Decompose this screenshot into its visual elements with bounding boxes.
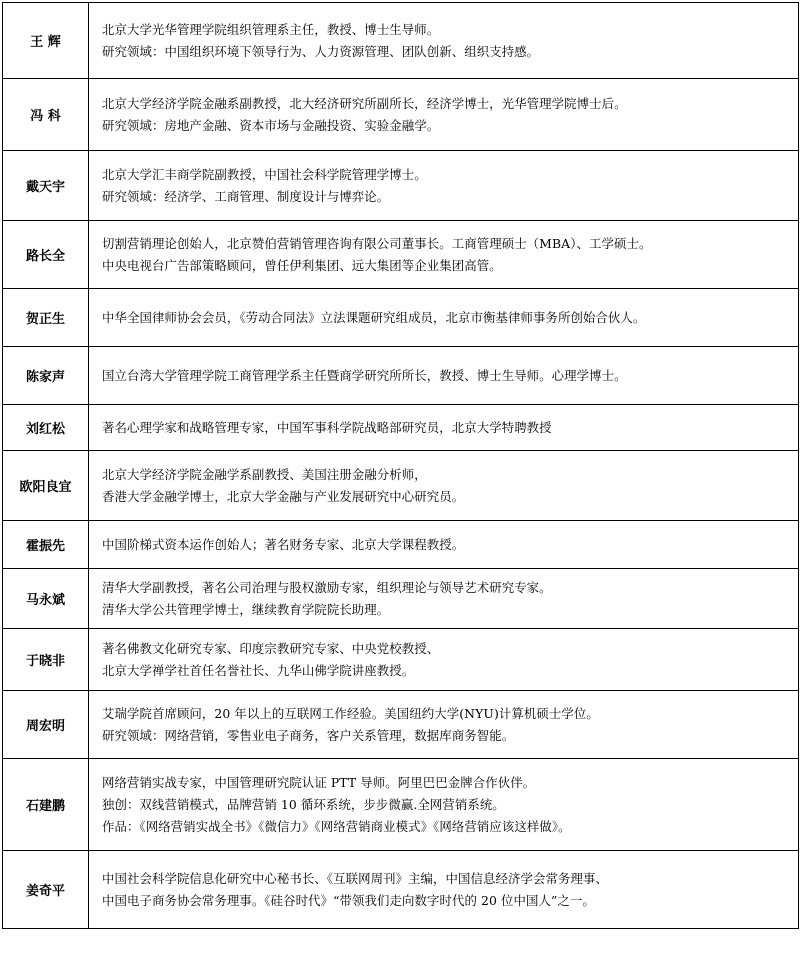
- faculty-row: [3, 347, 799, 405]
- faculty-description: [89, 3, 799, 79]
- description-line: 中国社会科学院信息化研究中心秘书长、《互联网周刊》主编，中国信息经济学会常务理事、: [102, 870, 608, 886]
- faculty-description: [89, 851, 799, 929]
- description-line: 著名心理学家和战略管理专家，中国军事科学院战略部研究员，北京大学特聘教授: [102, 419, 552, 435]
- faculty-row: [3, 289, 799, 347]
- faculty-name: 姜奇平: [3, 851, 89, 929]
- faculty-row: [3, 629, 799, 691]
- description-line: 著名佛教文化研究专家、印度宗教研究专家、中央党校教授、: [102, 640, 440, 656]
- faculty-table: [2, 2, 799, 929]
- faculty-name: 石建鹏: [3, 759, 89, 851]
- description-line: 艾瑞学院首席顾问，20 年以上的互联网工作经验。美国纽约大学(NYU)计算机硕士学位。: [102, 705, 599, 721]
- description-line: 研究领域：中国组织环境下领导行为、人力资源管理、团队创新、组织支持感。: [102, 43, 540, 59]
- faculty-description: [89, 289, 799, 347]
- description-line: 研究领域：网络营销，零售业电子商务，客户关系管理，数据库商务智能。: [102, 727, 515, 743]
- description-line: 研究领域：经济学、工商管理、制度设计与博弈论。: [102, 188, 390, 204]
- faculty-name: 欧阳良宜: [3, 451, 89, 521]
- description-line: 中华全国律师协会会员，《劳动合同法》立法课题研究组成员，北京市衡基律师事务所创始合伙人。: [102, 309, 646, 325]
- faculty-description: [89, 759, 799, 851]
- description-line: 独创：双线营销模式，品牌营销 10 循环系统，步步微赢.全网营销系统。: [102, 796, 505, 812]
- faculty-name: 霍振先: [3, 521, 89, 569]
- faculty-name: 王 辉: [3, 3, 89, 79]
- faculty-row: [3, 759, 799, 851]
- faculty-name: 于晓非: [3, 629, 89, 691]
- description-line: 北京大学经济学院金融学系副教授、美国注册金融分析师，: [102, 466, 427, 482]
- faculty-name: 冯 科: [3, 79, 89, 151]
- description-line: 香港大学金融学博士，北京大学金融与产业发展研究中心研究员。: [102, 488, 465, 504]
- faculty-name: 刘红松: [3, 405, 89, 451]
- description-line: 清华大学副教授，著名公司治理与股权激励专家，组织理论与领导艺术研究专家。: [102, 579, 552, 595]
- description-line: 清华大学公共管理学博士，继续教育学院院长助理。: [102, 601, 390, 617]
- faculty-row: [3, 3, 799, 79]
- description-line: 北京大学经济学院金融系副教授，北大经济研究所副所长，经济学博士，光华管理学院博士后。: [102, 95, 627, 111]
- faculty-description: [89, 151, 799, 221]
- description-line: 中国电子商务协会常务理事。《硅谷时代》“带领我们走向数字时代的 20 位中国人”之一。: [102, 892, 595, 908]
- faculty-description: [89, 79, 799, 151]
- description-line: 网络营销实战专家，中国管理研究院认证 PTT 导师。阿里巴巴金牌合作伙伴。: [102, 774, 536, 790]
- faculty-description: [89, 521, 799, 569]
- faculty-row: [3, 221, 799, 289]
- description-line: 切割营销理论创始人，北京赞伯营销管理咨询有限公司董事长。工商管理硕士（MBA）、工学硕士。: [102, 235, 652, 251]
- faculty-name: 路长全: [3, 221, 89, 289]
- faculty-name: 戴天宇: [3, 151, 89, 221]
- faculty-description: [89, 405, 799, 451]
- faculty-row: [3, 851, 799, 929]
- description-line: 北京大学汇丰商学院副教授，中国社会科学院管理学博士。: [102, 166, 427, 182]
- faculty-row: [3, 451, 799, 521]
- description-line: 北京大学禅学社首任名誉社长、九华山佛学院讲座教授。: [102, 662, 415, 678]
- faculty-row: [3, 405, 799, 451]
- description-line: 研究领域：房地产金融、资本市场与金融投资、实验金融学。: [102, 117, 440, 133]
- faculty-description: [89, 691, 799, 759]
- faculty-description: [89, 221, 799, 289]
- faculty-name: 贺正生: [3, 289, 89, 347]
- description-line: 作品：《网络营销实战全书》《微信力》《网络营销商业模式》《网络营销应该这样做》。: [102, 818, 571, 834]
- faculty-row: [3, 569, 799, 629]
- faculty-description: [89, 629, 799, 691]
- faculty-name: 马永斌: [3, 569, 89, 629]
- description-line: 北京大学光华管理学院组织管理系主任，教授、博士生导师。: [102, 21, 440, 37]
- description-line: 国立台湾大学管理学院工商管理学系主任暨商学研究所所长，教授、博士生导师。心理学博士。: [102, 367, 627, 383]
- faculty-name: 周宏明: [3, 691, 89, 759]
- faculty-row: [3, 79, 799, 151]
- faculty-name: 陈家声: [3, 347, 89, 405]
- faculty-description: [89, 569, 799, 629]
- faculty-row: [3, 691, 799, 759]
- faculty-description: [89, 451, 799, 521]
- description-line: 中国阶梯式资本运作创始人；著名财务专家、北京大学课程教授。: [102, 536, 465, 552]
- faculty-row: [3, 521, 799, 569]
- description-line: 中央电视台广告部策略顾问，曾任伊利集团、远大集团等企业集团高管。: [102, 257, 502, 273]
- faculty-table-body: [3, 3, 799, 929]
- faculty-row: [3, 151, 799, 221]
- faculty-description: [89, 347, 799, 405]
